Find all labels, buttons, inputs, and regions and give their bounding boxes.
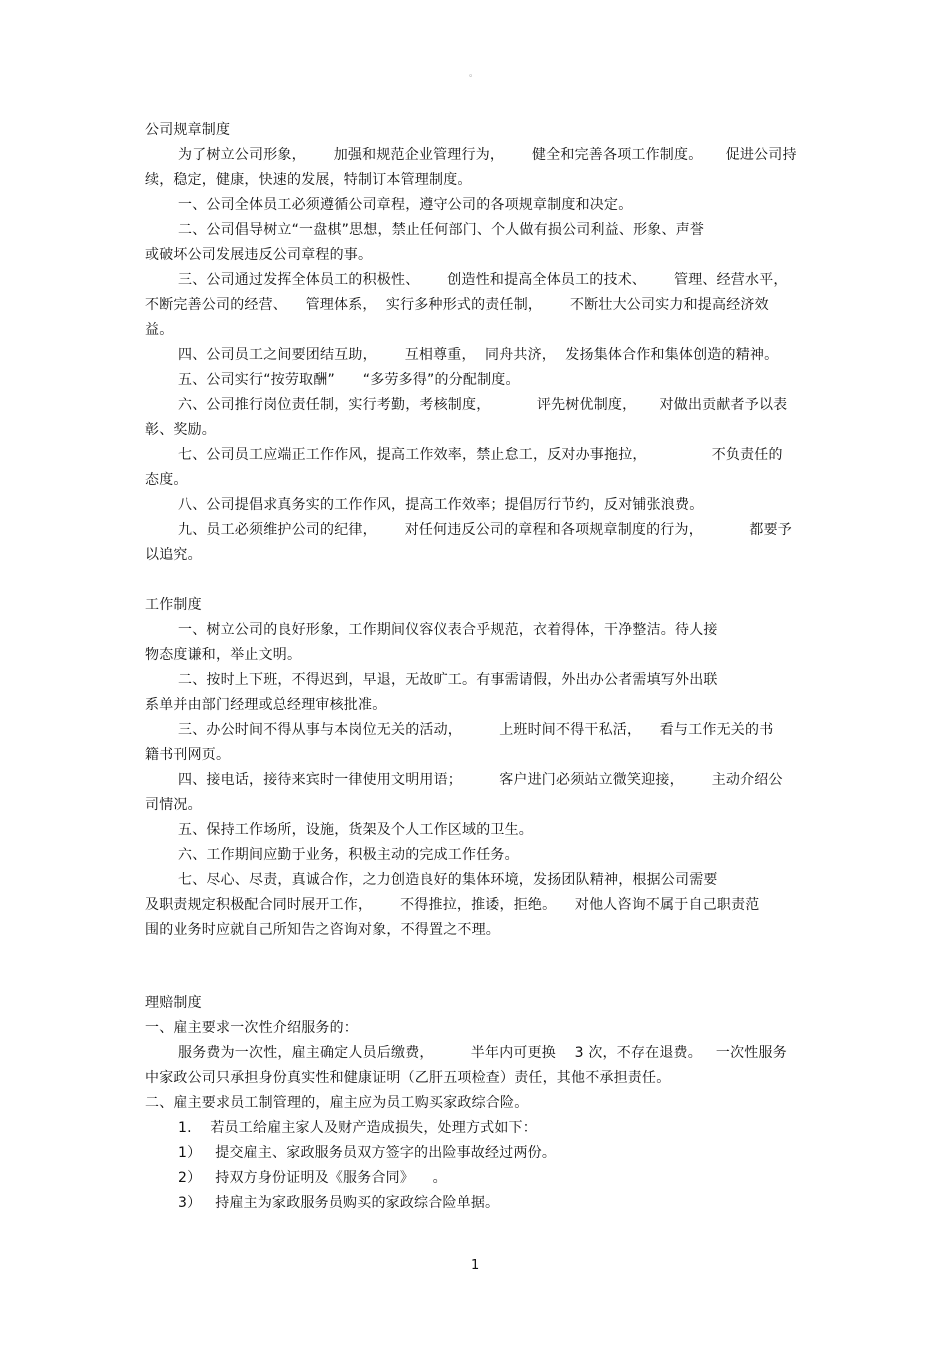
paragraph-line: 不断完善公司的经营、 管理体系， 实行多种形式的责任制， 不断壮大公司实力和提高经济效 — [145, 297, 769, 313]
paragraph-line: 七、尽心、尽责，真诚合作，之力创造良好的集体环境，发扬团队精神，根据公司需要 — [178, 872, 718, 888]
paragraph-line: 以追究。 — [145, 547, 202, 563]
paragraph-line: 五、保持工作场所，设施，货架及个人工作区域的卫生。 — [178, 822, 533, 838]
paragraph-line: 二、雇主要求员工制管理的，雇主应为员工购买家政综合险。 — [145, 1095, 529, 1111]
paragraph-line: 续，稳定，健康，快速的发展，特制订本管理制度。 — [145, 172, 472, 188]
paragraph-line: 一、公司全体员工必须遵循公司章程，遵守公司的各项规章制度和决定。 — [178, 197, 633, 213]
paragraph-line: 态度。 — [145, 472, 188, 488]
paragraph-line: 六、公司推行岗位责任制，实行考勤，考核制度， 评先树优制度， 对做出贡献者予以表 — [178, 397, 788, 413]
section-title-claims-rules: 理赔制度 — [145, 995, 202, 1011]
paragraph-line: 一、雇主要求一次性介绍服务的： — [145, 1020, 358, 1036]
paragraph-line: 及职责规定积极配合同时展开工作， 不得推拉，推诿，拒绝。 对他人咨询不属于自己职责范 — [145, 897, 760, 913]
paragraph-line: 系单并由部门经理或总经理审核批准。 — [145, 697, 387, 713]
paragraph-line: 益。 — [145, 322, 174, 338]
paragraph-line: 四、接电话，接待来宾时一律使用文明用语； 客户进门必须站立微笑迎接， 主动介绍公 — [178, 772, 783, 788]
paragraph-line: 二、按时上下班，不得迟到，早退，无故旷工。有事需请假，外出办公者需填写外出联 — [178, 672, 718, 688]
top-mark: 。 — [469, 69, 479, 79]
paragraph-line: 彰、奖励。 — [145, 422, 216, 438]
paragraph-line: 服务费为一次性，雇主确定人员后缴费， 半年内可更换 3 次，不存在退费。 一次性服务 — [178, 1045, 787, 1061]
paragraph-line: 1. 若员工给雇主家人及财产造成损失，处理方式如下： — [178, 1120, 537, 1136]
paragraph-line: 围的业务时应就自己所知告之咨询对象，不得置之不理。 — [145, 922, 500, 938]
paragraph-line: 六、工作期间应勤于业务，积极主动的完成工作任务。 — [178, 847, 519, 863]
section-title-company-rules: 公司规章制度 — [145, 122, 231, 138]
paragraph-line: 七、公司员工应端正工作作风，提高工作效率，禁止怠工，反对办事拖拉， 不负责任的 — [178, 447, 783, 463]
paragraph-line: 一、树立公司的良好形象，工作期间仪容仪表合乎规范，衣着得体，干净整洁。待人接 — [178, 622, 718, 638]
paragraph-line: 籍书刊网页。 — [145, 747, 231, 763]
paragraph-line: 或破坏公司发展违反公司章程的事。 — [145, 247, 373, 263]
paragraph-line: 二、公司倡导树立“一盘棋”思想，禁止任何部门、个人做有损公司利益、形象、声誉 — [178, 222, 705, 238]
paragraph-line: 中家政公司只承担身份真实性和健康证明（乙肝五项检查）责任，其他不承担责任。 — [145, 1070, 671, 1086]
paragraph-line: 司情况。 — [145, 797, 202, 813]
paragraph-line: 2） 持双方身份证明及《服务合同》 。 — [178, 1170, 447, 1186]
paragraph-line: 1） 提交雇主、家政服务员双方签字的出险事故经过两份。 — [178, 1145, 557, 1161]
paragraph-line: 物态度谦和，举止文明。 — [145, 647, 302, 663]
page-number: 1 — [471, 1258, 480, 1273]
paragraph-line: 三、公司通过发挥全体员工的积极性、 创造性和提高全体员工的技术、 管理、经营水平， — [178, 272, 788, 288]
paragraph-line: 八、公司提倡求真务实的工作作风，提高工作效率；提倡厉行节约，反对铺张浪费。 — [178, 497, 704, 513]
paragraph-line: 九、员工必须维护公司的纪律， 对任何违反公司的章程和各项规章制度的行为， 都要予 — [178, 522, 793, 538]
paragraph-line: 为了树立公司形象， 加强和规范企业管理行为， 健全和完善各项工作制度。 促进公司持 — [178, 147, 797, 163]
paragraph-line: 3） 持雇主为家政服务员购买的家政综合险单据。 — [178, 1195, 500, 1211]
paragraph-line: 三、办公时间不得从事与本岗位无关的活动， 上班时间不得干私活， 看与工作无关的书 — [178, 722, 774, 738]
paragraph-line: 五、公司实行“按劳取酬” “多劳多得”的分配制度。 — [178, 372, 520, 388]
section-title-work-rules: 工作制度 — [145, 597, 202, 613]
paragraph-line: 四、公司员工之间要团结互助， 互相尊重， 同舟共济， 发扬集体合作和集体创造的精神。 — [178, 347, 779, 363]
